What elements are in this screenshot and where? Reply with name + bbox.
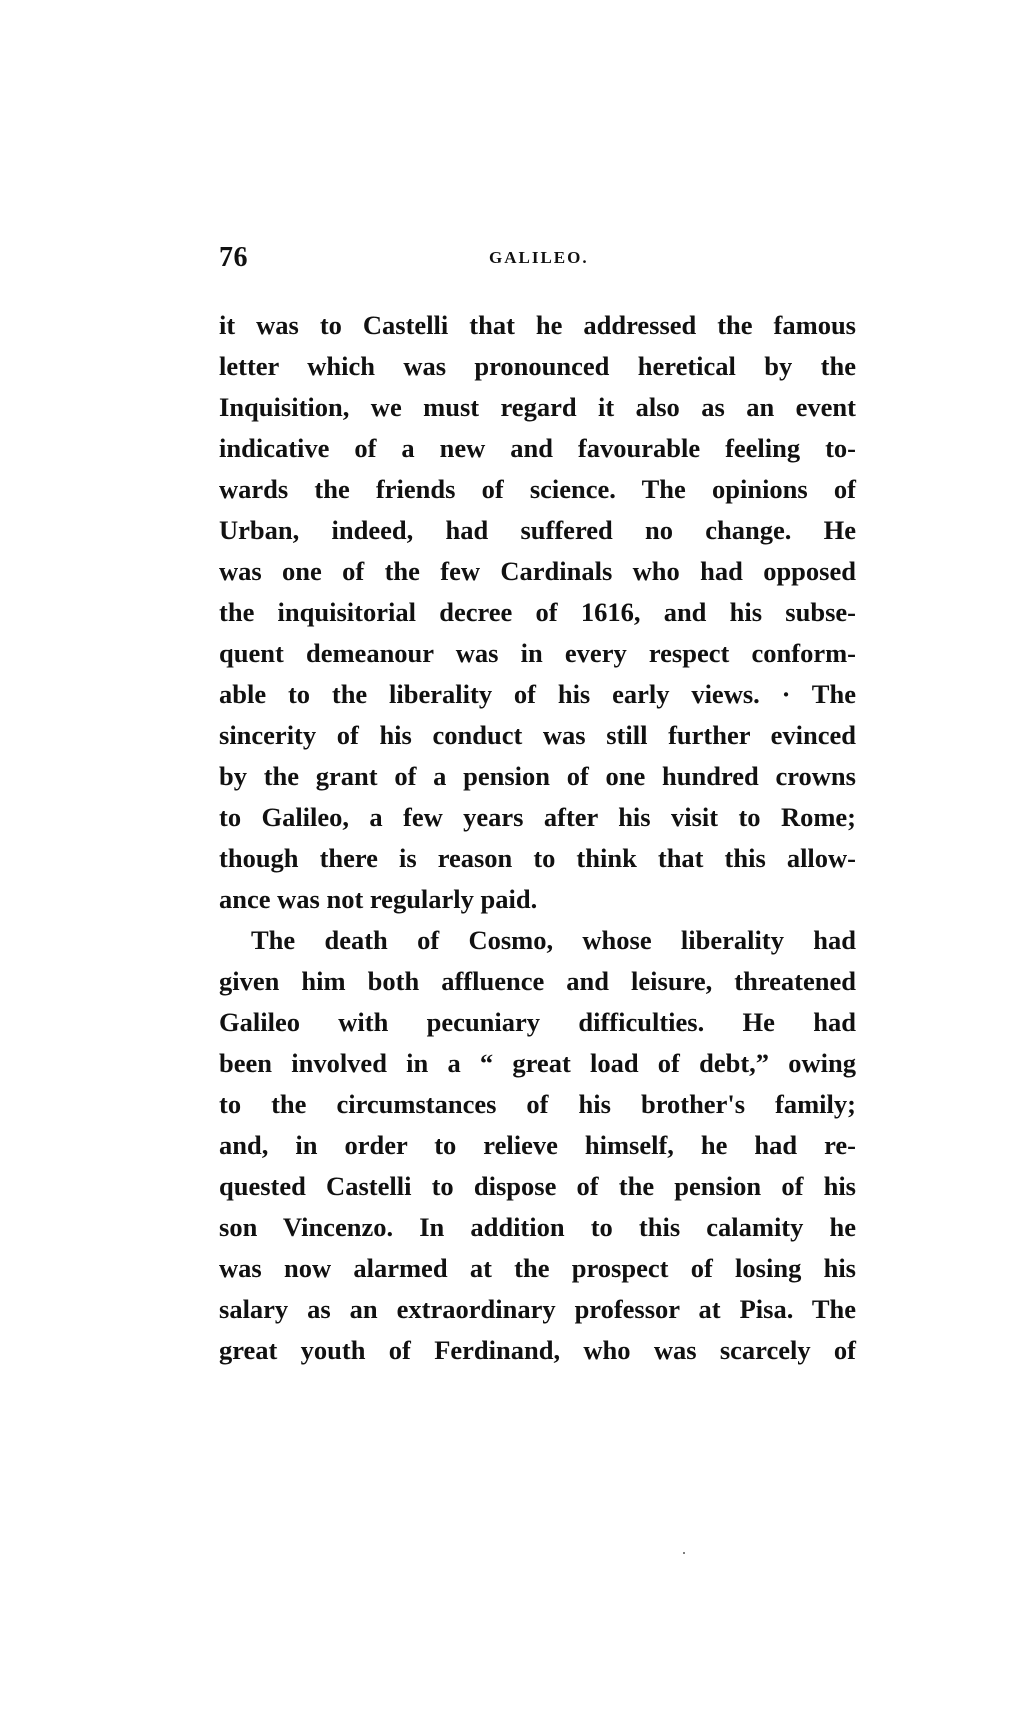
body-text — [219, 305, 856, 1371]
page-header — [219, 242, 859, 282]
text-line: the inquisitorial decree of 1616, and his subse- — [219, 597, 856, 627]
text-line: to the circumstances of his brother's family; — [219, 1089, 856, 1119]
text-line: great youth of Ferdinand, who was scarcely of — [219, 1335, 856, 1365]
text-line: given him both affluence and leisure, threatened — [219, 966, 856, 996]
text-line: Urban, indeed, had suffered no change. He — [219, 515, 856, 545]
text-line: though there is reason to think that this allow- — [219, 843, 856, 873]
text-line: sincerity of his conduct was still further evinced — [219, 720, 856, 750]
text-line: Inquisition, we must regard it also as an event — [219, 392, 856, 422]
text-line: ance was not regularly paid. — [219, 884, 538, 914]
text-line: quent demeanour was in every respect conform- — [219, 638, 856, 668]
text-line: by the grant of a pension of one hundred crowns — [219, 761, 856, 791]
paragraph-2 — [219, 920, 856, 1371]
paragraph-1 — [219, 305, 856, 920]
text-line: to Galileo, a few years after his visit to Rome; — [219, 802, 856, 832]
text-line: letter which was pronounced heretical by the — [219, 351, 856, 381]
text-line: indicative of a new and favourable feeling to- — [219, 433, 856, 463]
text-line: and, in order to relieve himself, he had re- — [219, 1130, 856, 1160]
text-line: salary as an extraordinary professor at Pisa. The — [219, 1294, 856, 1324]
text-line: been involved in a “ great load of debt,” owing — [219, 1048, 856, 1078]
page-number: 76 — [219, 242, 248, 273]
text-line: wards the friends of science. The opinions of — [219, 474, 856, 504]
text-line: was one of the few Cardinals who had opposed — [219, 556, 856, 586]
text-line: The death of Cosmo, whose liberality had — [251, 925, 856, 955]
text-line: quested Castelli to dispose of the pension of his — [219, 1171, 856, 1201]
text-line: was now alarmed at the prospect of losing his — [219, 1253, 856, 1283]
print-speck — [683, 1552, 685, 1554]
running-head: GALILEO. — [489, 248, 589, 267]
text-line: Galileo with pecuniary difficulties. He had — [219, 1007, 856, 1037]
text-line: able to the liberality of his early views. · The — [219, 679, 856, 709]
text-line: it was to Castelli that he addressed the famous — [219, 310, 856, 340]
text-line: son Vincenzo. In addition to this calamity he — [219, 1212, 856, 1242]
